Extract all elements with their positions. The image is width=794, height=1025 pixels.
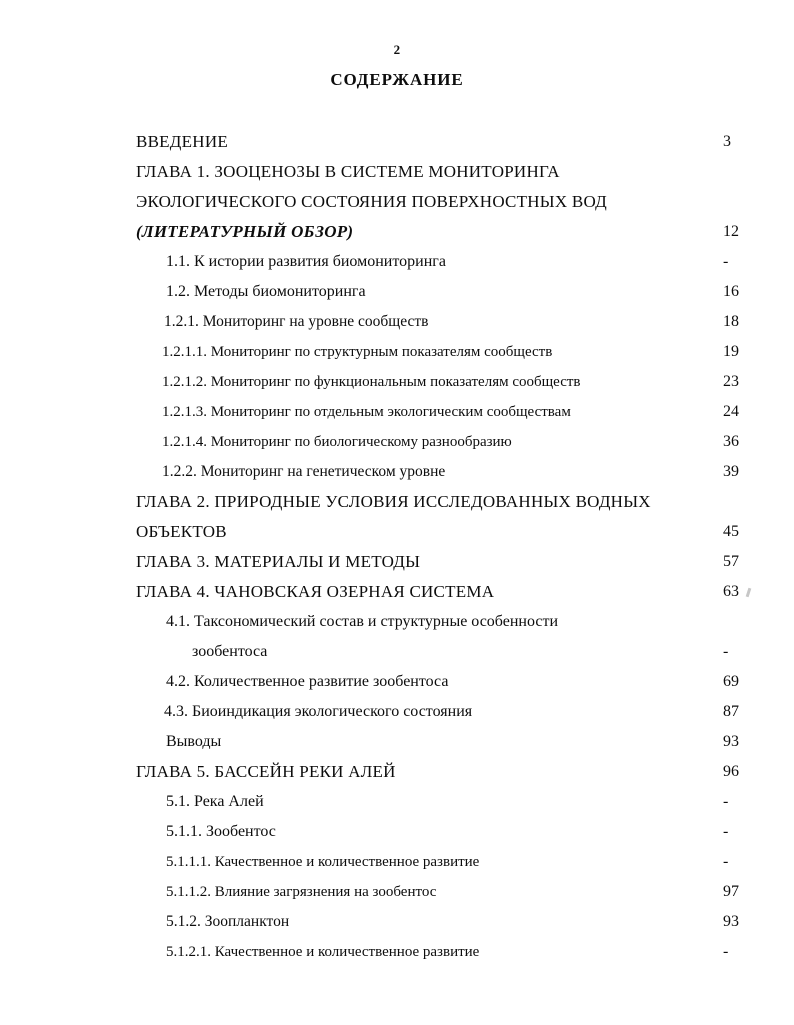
- toc-entry[interactable]: [136, 157, 752, 187]
- toc-entry[interactable]: [136, 847, 752, 877]
- toc-entry-label: 1.2.1.2. Мониторинг по функциональным показателям сообществ: [162, 374, 581, 390]
- toc-entry-page: -: [723, 943, 729, 960]
- toc-entry-label: ВВЕДЕНИЕ: [136, 132, 228, 151]
- toc-entry[interactable]: [136, 697, 752, 727]
- toc-entry[interactable]: [136, 217, 752, 247]
- toc-entry-label: 5.1.1.1. Качественное и количественное развитие: [166, 854, 480, 870]
- toc-entry[interactable]: [136, 367, 752, 397]
- toc-entry-page: 24: [723, 403, 739, 420]
- toc-entry-page: -: [723, 853, 729, 870]
- toc-entry-page: 87: [723, 703, 739, 720]
- toc-entry[interactable]: [136, 247, 752, 277]
- toc-entry-label: 4.3. Биоиндикация экологического состояния: [164, 703, 473, 720]
- toc-entry-label: 5.1.2. Зоопланктон: [166, 913, 290, 930]
- toc-entry-page: -: [723, 643, 729, 660]
- toc-entry-label: ОБЪЕКТОВ: [136, 522, 227, 541]
- table-of-contents: [136, 127, 752, 967]
- toc-entry-page: -: [723, 823, 729, 840]
- toc-entry-page: 16: [723, 283, 739, 300]
- toc-entry[interactable]: [136, 547, 752, 577]
- toc-entry[interactable]: [136, 187, 752, 217]
- toc-entry[interactable]: [136, 307, 752, 337]
- toc-entry-label: 1.2.1.3. Мониторинг по отдельным экологическим сообществам: [162, 404, 571, 420]
- toc-entry[interactable]: [136, 457, 752, 487]
- toc-entry-page: 36: [723, 433, 739, 450]
- toc-entry-page: 57: [723, 553, 739, 570]
- toc-entry-page: 45: [723, 523, 739, 540]
- toc-entry[interactable]: [136, 667, 752, 697]
- toc-entry[interactable]: [136, 787, 752, 817]
- toc-entry[interactable]: [136, 607, 752, 637]
- toc-entry-label: ГЛАВА 5. БАССЕЙН РЕКИ АЛЕЙ: [136, 762, 396, 781]
- toc-entry-label: 1.1. К истории развития биомониторинга: [166, 253, 446, 270]
- toc-entry-page: 12: [723, 223, 739, 240]
- toc-entry-page: -: [723, 253, 729, 270]
- toc-entry-label: ГЛАВА 1. ЗООЦЕНОЗЫ В СИСТЕМЕ МОНИТОРИНГА: [136, 162, 560, 181]
- toc-entry-label: зообентоса: [192, 643, 268, 660]
- toc-entry-page: 18: [723, 313, 739, 330]
- toc-entry-label: ГЛАВА 3. МАТЕРИАЛЫ И МЕТОДЫ: [136, 552, 421, 571]
- toc-entry[interactable]: [136, 517, 752, 547]
- toc-entry[interactable]: [136, 577, 752, 607]
- toc-entry-page: 19: [723, 343, 739, 360]
- toc-entry-page: 93: [723, 733, 739, 750]
- toc-entry[interactable]: [136, 817, 752, 847]
- toc-entry[interactable]: [136, 487, 752, 517]
- toc-entry-page: -: [723, 793, 729, 810]
- toc-entry-label: 1.2. Методы биомониторинга: [166, 283, 366, 300]
- toc-entry-page: 69: [723, 673, 739, 690]
- toc-entry[interactable]: [136, 757, 752, 787]
- toc-entry-label: 5.1. Река Алей: [166, 793, 264, 810]
- toc-entry[interactable]: [136, 277, 752, 307]
- toc-entry-page: 97: [723, 883, 739, 900]
- toc-entry-page: 3: [723, 133, 731, 150]
- toc-entry[interactable]: [136, 907, 752, 937]
- toc-entry-label: 4.2. Количественное развитие зообентоса: [166, 673, 449, 690]
- toc-entry-label: 1.2.1.4. Мониторинг по биологическому разнообразию: [162, 434, 512, 450]
- toc-entry[interactable]: [136, 937, 752, 967]
- toc-entry[interactable]: [136, 127, 752, 157]
- toc-entry-label: 1.2.2. Мониторинг на генетическом уровне: [162, 463, 446, 480]
- toc-entry-page: 23: [723, 373, 739, 390]
- toc-entry-label: ГЛАВА 2. ПРИРОДНЫЕ УСЛОВИЯ ИССЛЕДОВАННЫХ ВОДНЫХ: [136, 492, 651, 511]
- toc-entry[interactable]: [136, 877, 752, 907]
- toc-entry-page: 39: [723, 463, 739, 480]
- toc-entry[interactable]: [136, 397, 752, 427]
- toc-entry[interactable]: [136, 427, 752, 457]
- toc-entry-page: 96: [723, 763, 739, 780]
- toc-entry-label: 5.1.1. Зообентос: [166, 823, 276, 840]
- toc-entry-label: ГЛАВА 4. ЧАНОВСКАЯ ОЗЕРНАЯ СИСТЕМА: [136, 582, 495, 601]
- toc-entry-label: 5.1.1.2. Влияние загрязнения на зообентос: [166, 884, 437, 900]
- page-title: СОДЕРЖАНИЕ: [330, 70, 464, 89]
- toc-entry-label: 1.2.1.1. Мониторинг по структурным показателям сообществ: [162, 344, 553, 360]
- toc-entry-label: 1.2.1. Мониторинг на уровне сообществ: [164, 313, 429, 330]
- toc-entry-page: 63: [723, 583, 739, 600]
- toc-entry[interactable]: [136, 637, 752, 667]
- toc-entry-label: 5.1.2.1. Качественное и количественное развитие: [166, 944, 480, 960]
- toc-entry-label: Выводы: [166, 733, 222, 750]
- toc-entry-page: 93: [723, 913, 739, 930]
- page-number: 2: [393, 42, 401, 57]
- toc-entry-label: (ЛИТЕРАТУРНЫЙ ОБЗОР): [136, 222, 354, 241]
- toc-entry-label: 4.1. Таксономический состав и структурные особенности: [166, 613, 558, 630]
- toc-entry-label: ЭКОЛОГИЧЕСКОГО СОСТОЯНИЯ ПОВЕРХНОСТНЫХ ВОД: [136, 192, 608, 211]
- toc-entry[interactable]: [136, 337, 752, 367]
- toc-entry[interactable]: [136, 727, 752, 757]
